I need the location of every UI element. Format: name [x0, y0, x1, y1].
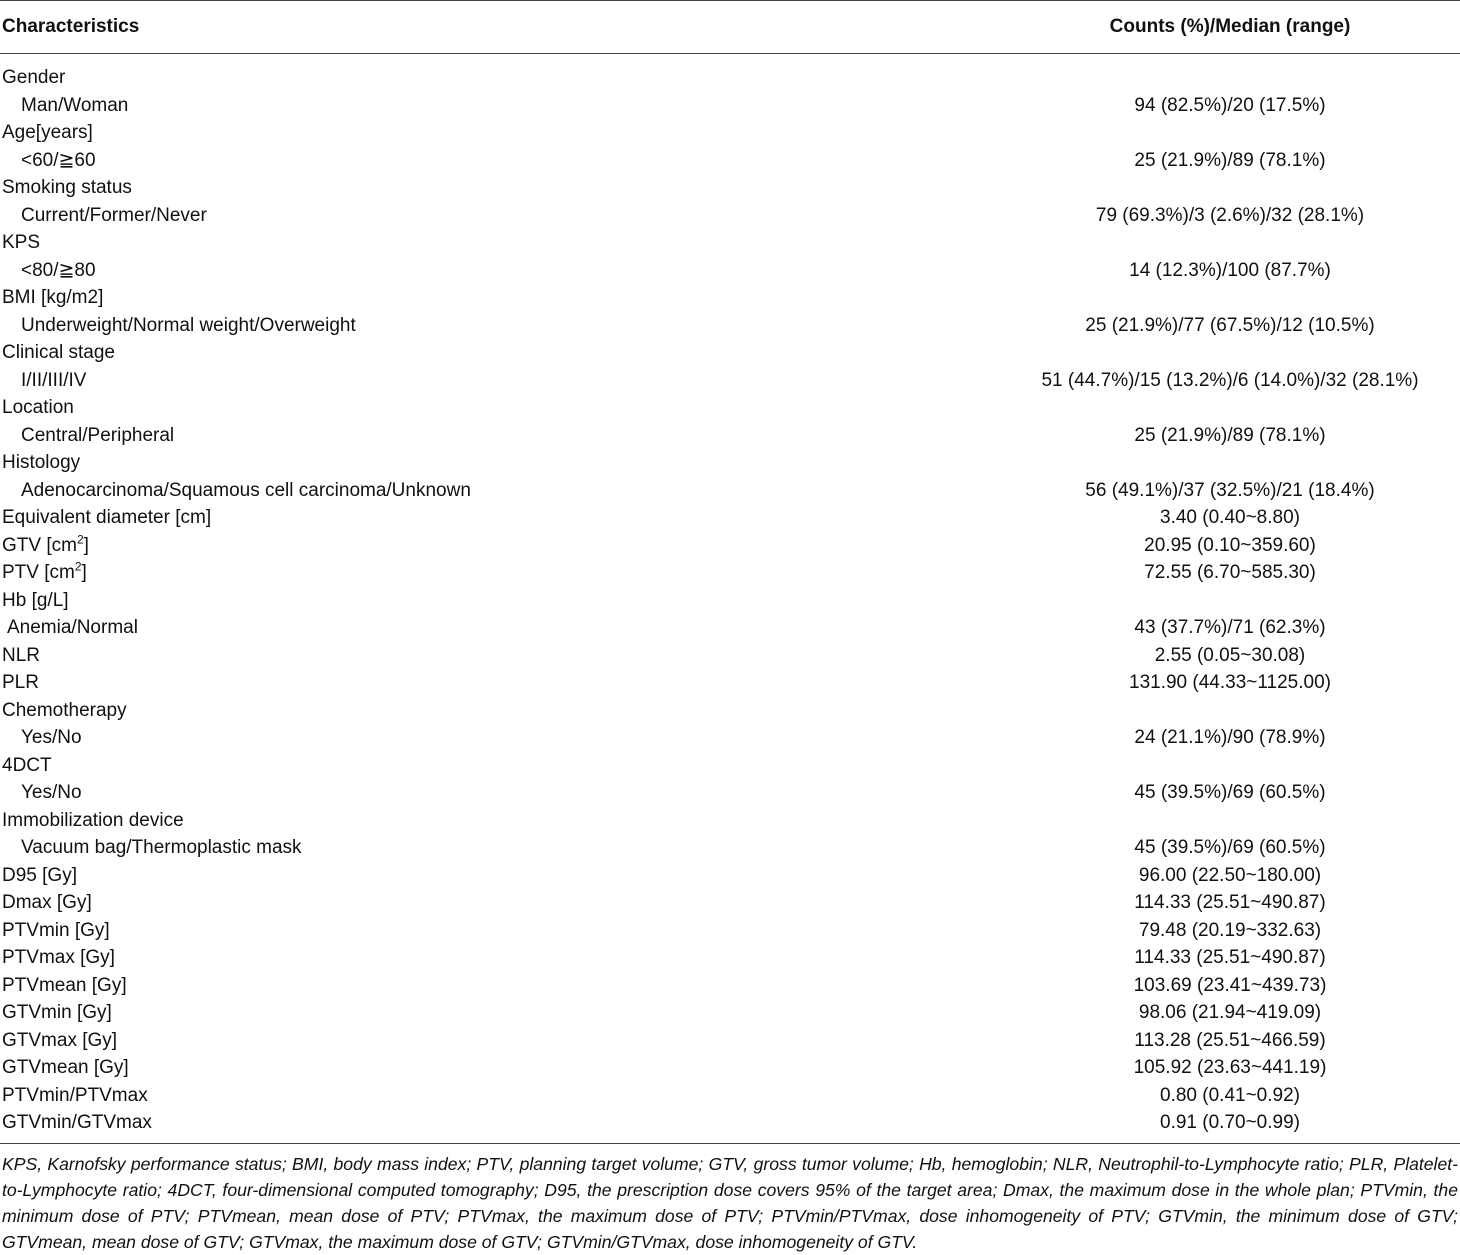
row-label: [0, 559, 1000, 587]
row-value: 79 (69.3%)/3 (2.6%)/32 (28.1%): [1095, 204, 1365, 226]
row-label: [0, 92, 1000, 120]
row-value: 25 (21.9%)/77 (67.5%)/12 (10.5%): [1085, 314, 1375, 336]
row-label-text: Underweight/Normal weight/Overweight: [21, 314, 356, 336]
row-label: [0, 229, 1000, 257]
row-value: [1000, 449, 1460, 477]
row-label-text: Gender: [2, 67, 66, 88]
table-row: [0, 889, 1460, 917]
table-row: [0, 1027, 1460, 1055]
row-label: [0, 972, 1000, 1000]
table-row: [0, 312, 1460, 340]
table-row: [0, 587, 1460, 615]
row-label-text: PLR: [2, 672, 39, 693]
row-label: [0, 257, 1000, 285]
row-label: [0, 889, 1000, 917]
row-label: [0, 284, 1000, 312]
row-label-text: <60/≧60: [21, 149, 96, 171]
row-label-text: Vacuum bag/Thermoplastic mask: [21, 837, 302, 858]
row-label: [0, 504, 1000, 532]
row-value: 0.80 (0.41~0.92): [1160, 1084, 1300, 1106]
row-value: 72.55 (6.70~585.30): [1144, 562, 1316, 583]
table-row: [0, 504, 1460, 532]
row-label-text: Adenocarcinoma/Squamous cell carcinoma/Unknown: [21, 479, 471, 501]
row-value: 14 (12.3%)/100 (87.7%): [1129, 259, 1331, 281]
row-label-text: GTVmin/GTVmax: [2, 1112, 152, 1133]
row-label: [0, 999, 1000, 1027]
row-label: [0, 202, 1000, 230]
row-label-text: Age[years]: [2, 122, 93, 143]
row-value: 98.06 (21.94~419.09): [1138, 1002, 1322, 1023]
row-label: [0, 54, 1000, 92]
row-label: [0, 862, 1000, 890]
table-row: [0, 1082, 1460, 1110]
table-row: [0, 449, 1460, 477]
row-label-text: PTVmin/PTVmax: [2, 1084, 148, 1106]
table-row: [0, 477, 1460, 505]
table-row: [0, 972, 1460, 1000]
row-label: [0, 752, 1000, 780]
table-row: [0, 1109, 1460, 1143]
row-value: 131.90 (44.33~1125.00): [1129, 672, 1331, 693]
row-label: [0, 119, 1000, 147]
row-value: 45 (39.5%)/69 (60.5%): [1134, 837, 1326, 858]
row-value: 43 (37.7%)/71 (62.3%): [1134, 617, 1326, 638]
row-value: [1000, 54, 1460, 92]
table-row: [0, 697, 1460, 725]
row-label: [0, 587, 1000, 615]
table-row: [0, 92, 1460, 120]
row-label-text: Hb [g/L]: [2, 589, 69, 611]
row-label-text: Chemotherapy: [2, 699, 127, 721]
row-label: [0, 669, 1000, 697]
row-label: [0, 477, 1000, 505]
row-label: [0, 779, 1000, 807]
row-value: 113.28 (25.51~466.59): [1134, 1029, 1326, 1051]
row-label-suffix: ]: [83, 534, 89, 556]
table-row: [0, 944, 1460, 972]
row-value: 45 (39.5%)/69 (60.5%): [1134, 782, 1326, 803]
table-row: [0, 669, 1460, 697]
row-value: 24 (21.1%)/90 (78.9%): [1134, 727, 1326, 748]
header-characteristics: Characteristics: [0, 1, 1000, 54]
row-value: 20.95 (0.10~359.60): [1144, 534, 1316, 556]
table-row: [0, 999, 1460, 1027]
row-label: [0, 697, 1000, 725]
row-label: [0, 724, 1000, 752]
row-label: [0, 147, 1000, 175]
row-label: [0, 312, 1000, 340]
row-label: [0, 394, 1000, 422]
row-label: [0, 1109, 1000, 1143]
row-value: 0.91 (0.70~0.99): [1160, 1112, 1300, 1133]
table-row: [0, 367, 1460, 395]
table-row: [0, 917, 1460, 945]
row-value: [1000, 339, 1460, 367]
row-label-text: I/II/III/IV: [21, 369, 87, 391]
row-label-text: Anemia/Normal: [7, 617, 138, 638]
row-value: [1000, 752, 1460, 780]
row-label: [0, 807, 1000, 835]
table-row: [0, 642, 1460, 670]
row-label: [0, 449, 1000, 477]
row-label: [0, 367, 1000, 395]
table-row: [0, 862, 1460, 890]
row-value: 103.69 (23.41~439.73): [1133, 974, 1327, 996]
row-label-text: Smoking status: [2, 177, 132, 198]
row-label-text: <80/≧80: [21, 259, 96, 281]
table-row: [0, 752, 1460, 780]
row-label-text: Central/Peripheral: [21, 424, 175, 446]
table-row: [0, 339, 1460, 367]
row-label-text: BMI [kg/m2]: [2, 287, 104, 308]
table-row: [0, 614, 1460, 642]
row-value: 96.00 (22.50~180.00): [1138, 864, 1322, 886]
row-value: 114.33 (25.51~490.87): [1134, 947, 1326, 968]
row-label: [0, 834, 1000, 862]
table-row: [0, 834, 1460, 862]
row-label-text: Current/Former/Never: [21, 204, 207, 226]
row-label-text: Immobilization device: [2, 809, 184, 831]
row-label-text: Yes/No: [21, 782, 82, 803]
row-label-text: PTVmin [Gy]: [2, 919, 110, 941]
row-label-text: NLR: [2, 644, 41, 666]
table-row: [0, 202, 1460, 230]
row-label: [0, 1082, 1000, 1110]
row-value: 114.33 (25.51~490.87): [1134, 892, 1326, 913]
row-value: [1000, 697, 1460, 725]
row-value: 51 (44.7%)/15 (13.2%)/6 (14.0%)/32 (28.1%): [1041, 369, 1419, 391]
row-label: [0, 1027, 1000, 1055]
row-value: 94 (82.5%)/20 (17.5%): [1134, 94, 1326, 116]
row-label-superscript: 2: [76, 532, 84, 547]
row-value: [1000, 174, 1460, 202]
header-row: [0, 1, 1460, 54]
table-row: [0, 257, 1460, 285]
table-footnote: KPS, Karnofsky performance status; BMI, body mass index; PTV, planning target volume; GTV, gross tumor volume; Hb, hemoglobin; NLR, Neutrophil-to-Lymphocyte ratio; PLR, Platelet-to-Lymphocyte ratio; 4DCT, four-dimensional computed tomography; D95, the prescription dose covers 95% of the target area; Dmax, the maximum dose in the whole plan; PTVmin, the minimum dose of PTV; PTVmean, mean dose of PTV; PTVmax, the maximum dose of PTV; PTVmin/PTVmax, dose inhomogeneity of PTV; GTVmin, the minimum dose of GTV; GTVmean, mean dose of GTV; GTVmax, the maximum dose of GTV; GTVmin/GTVmax, dose inhomogeneity of GTV.: [2, 1153, 1458, 1252]
row-label-text: GTVmean [Gy]: [2, 1057, 129, 1078]
table-row: [0, 174, 1460, 202]
row-value: [1000, 394, 1460, 422]
row-label-text: GTVmin [Gy]: [2, 1002, 112, 1023]
row-label: [0, 944, 1000, 972]
row-value: 2.55 (0.05~30.08): [1154, 644, 1306, 666]
row-label-text: Histology: [2, 452, 81, 473]
row-value: [1000, 229, 1460, 257]
header-counts-median: Counts (%)/Median (range): [1000, 1, 1460, 54]
row-label: [0, 917, 1000, 945]
row-label-text: PTVmean [Gy]: [2, 974, 127, 996]
row-label: [0, 174, 1000, 202]
row-value: 79.48 (20.19~332.63): [1138, 919, 1322, 941]
row-label-text: GTV [cm: [2, 534, 77, 556]
table-row: [0, 147, 1460, 175]
row-label-text: PTV [cm: [2, 562, 75, 583]
table-row: [0, 54, 1460, 92]
row-label-text: Yes/No: [21, 727, 82, 748]
table-header: [0, 1, 1460, 54]
row-label: [0, 642, 1000, 670]
row-label: [0, 614, 1000, 642]
row-label-suffix: ]: [81, 562, 87, 583]
table-row: [0, 229, 1460, 257]
row-value: 105.92 (23.63~441.19): [1133, 1057, 1327, 1078]
row-label-superscript: 2: [74, 559, 82, 574]
row-label-text: D95 [Gy]: [2, 864, 77, 886]
row-value: 56 (49.1%)/37 (32.5%)/21 (18.4%): [1085, 479, 1375, 501]
row-label-text: 4DCT: [2, 754, 52, 776]
row-label: [0, 1054, 1000, 1082]
table-row: [0, 284, 1460, 312]
row-value: 25 (21.9%)/89 (78.1%): [1134, 424, 1326, 446]
table-row: [0, 559, 1460, 587]
row-label-text: Equivalent diameter [cm]: [2, 507, 212, 528]
row-value: [1000, 119, 1460, 147]
row-label-text: Dmax [Gy]: [2, 892, 92, 913]
row-label-text: Location: [2, 397, 74, 418]
table-row: [0, 532, 1460, 560]
row-label: [0, 532, 1000, 560]
row-label: [0, 422, 1000, 450]
row-label-text: KPS: [2, 232, 41, 253]
row-label-text: GTVmax [Gy]: [2, 1029, 118, 1051]
row-label-text: Man/Woman: [21, 94, 129, 116]
row-label-text: PTVmax [Gy]: [2, 947, 115, 968]
table-row: [0, 724, 1460, 752]
table-row: [0, 779, 1460, 807]
row-label-text: Clinical stage: [2, 342, 115, 363]
row-value: 3.40 (0.40~8.80): [1160, 507, 1300, 528]
table-body: [0, 54, 1460, 1143]
table-row: [0, 807, 1460, 835]
row-value: [1000, 284, 1460, 312]
table-row: [0, 1054, 1460, 1082]
row-value: [1000, 587, 1460, 615]
table-row: [0, 394, 1460, 422]
row-value: [1000, 807, 1460, 835]
table-row: [0, 422, 1460, 450]
row-value: 25 (21.9%)/89 (78.1%): [1134, 149, 1326, 171]
row-label: [0, 339, 1000, 367]
table-row: [0, 119, 1460, 147]
